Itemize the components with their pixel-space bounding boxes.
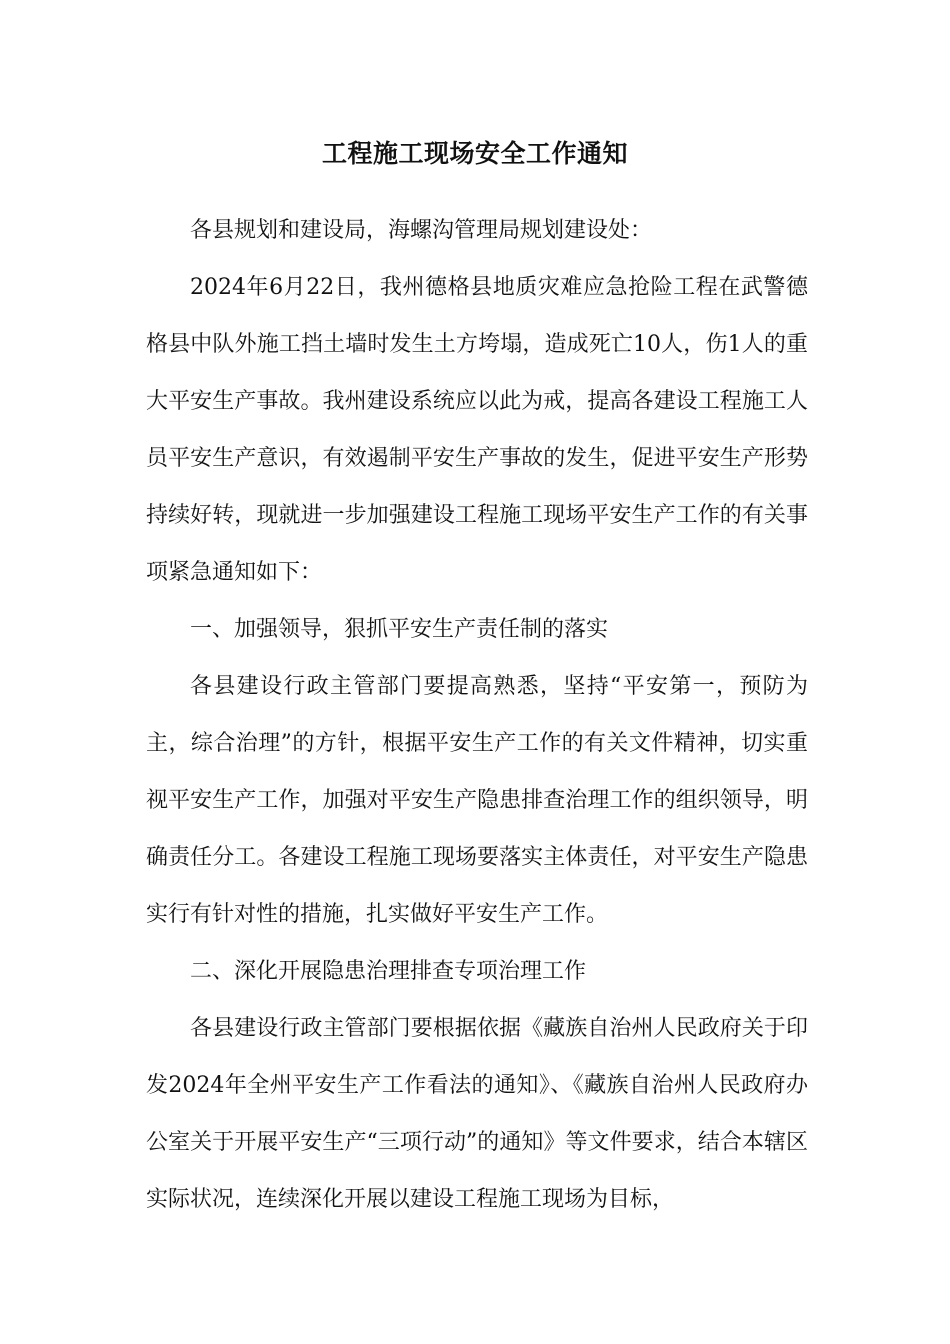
- salutation: 各县规划和建设局，海螺沟管理局规划建设处：: [190, 218, 653, 243]
- paragraph-intro: 2024年6月22日，我州德格县地质灾难应急抢险工程在武警德格县中队外施工挡土墙时发生土方垮塌，造成死亡10人，伤1人的重大平安生产事故。我州建设系统应以此为戒，提高各建设工程施工人员平安生产意识，有效遏制平安生产事故的发生，促进平安生产形势持续好转，现就进一步加强建设工程施工现场平安生产工作的有关事项紧急通知如下：: [146, 275, 808, 585]
- document-title: 工程施工现场安全工作通知: [321, 139, 628, 168]
- paragraph-section-1: 各县建设行政主管部门要提高熟悉，坚持“平安第一，预防为主，综合治理”的方针，根据平安生产工作的有关文件精神，切实重视平安生产工作，加强对平安生产隐患排查治理工作的组织领导，明确责任分工。各建设工程施工现场要落实主体责任，对平安生产隐患实行有针对性的措施，扎实做好平安生产工作。: [146, 674, 808, 927]
- paragraph-section-2: 各县建设行政主管部门要根据依据《藏族自治州人民政府关于印发2024年全州平安生产工作看法的通知》、《藏族自治州人民政府办公室关于开展平安生产“三项行动”的通知》等文件要求，结合本辖区实际状况，连续深化开展以建设工程施工现场为目标，: [146, 1016, 808, 1212]
- section-heading-2: 二、深化开展隐患治理排查专项治理工作: [190, 959, 587, 984]
- document-body: [146, 202, 808, 1228]
- section-heading-1: 一、加强领导，狠抓平安生产责任制的落实: [190, 617, 609, 642]
